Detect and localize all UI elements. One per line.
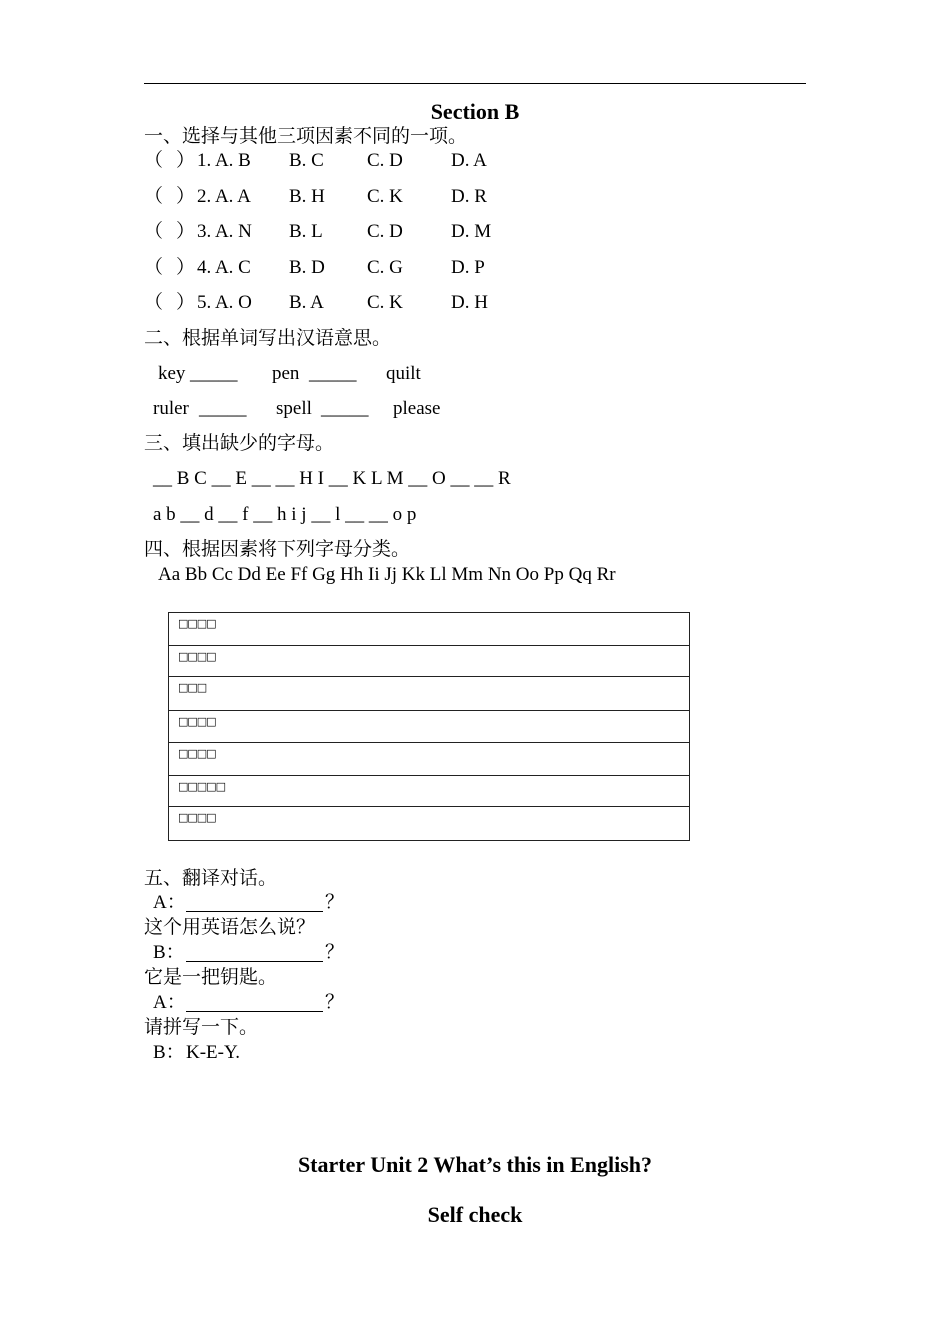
option-a: 4. A. C [197, 257, 251, 278]
dialogue-line-b2 [0, 1042, 950, 1064]
table-row: □□□ [169, 677, 689, 711]
option-b: B. A [289, 292, 324, 313]
option-a: 1. A. B [197, 150, 251, 171]
question-row-1 [0, 150, 950, 172]
answer-bracket-open: （ [144, 292, 164, 313]
answer-blank: _____ [190, 363, 238, 384]
answer-bracket-open: （ [144, 221, 164, 242]
chinese-prompt: 这个用英语怎么说？ [144, 917, 316, 938]
answer-bracket-open: （ [144, 150, 164, 171]
table-row: □□□□ [169, 743, 689, 776]
word-quilt: quilt [386, 363, 421, 384]
table-row: □□□□ [169, 613, 689, 646]
part5-heading: 五、翻译对话。 [144, 868, 278, 889]
option-a: 2. A. A [197, 186, 251, 207]
word-key: key [158, 363, 186, 384]
answer-blank: _____ [199, 398, 247, 419]
question-row-2 [0, 186, 950, 208]
self-check-title: Self check [427, 1202, 523, 1227]
word-pen: pen [272, 363, 300, 384]
header-rule [144, 83, 806, 84]
option-c: C. K [367, 186, 403, 207]
answer-bracket-open: （ [144, 186, 164, 207]
question-mark: ？ [325, 942, 345, 963]
table-row: □□□□ [178, 811, 216, 825]
speaker-label: B： [153, 1042, 185, 1063]
answer-bracket-close: ） [176, 257, 196, 278]
uppercase-letter-line: __ B C __ E __ __ H I __ K L M __ O __ __ R [153, 468, 511, 489]
option-b: B. H [289, 186, 325, 207]
option-d: D. P [451, 257, 485, 278]
answer-blank: _____ [309, 363, 357, 384]
option-c: C. G [367, 257, 403, 278]
dialogue-line-a2 [0, 992, 950, 1014]
word-row-2 [0, 398, 950, 420]
question-row-5 [0, 292, 950, 314]
part4-heading: 四、根据因素将下列字母分类。 [144, 539, 411, 560]
answer-bracket-close: ） [176, 150, 196, 171]
word-ruler: ruler [153, 398, 189, 419]
alphabet-letters: Aa Bb Cc Dd Ee Ff Gg Hh Ii Jj Kk Ll Mm Nn Oo Pp Qq Rr [158, 564, 616, 585]
option-d: D. M [451, 221, 492, 242]
question-row-4 [0, 257, 950, 279]
chinese-prompt: 请拼写一下。 [144, 1017, 259, 1038]
answer-bracket-close: ） [176, 186, 196, 207]
question-mark: ？ [325, 892, 345, 913]
speaker-label: B： [153, 942, 185, 963]
chinese-prompt: 它是一把钥匙。 [144, 967, 278, 988]
option-a: 3. A. N [197, 221, 252, 242]
option-b: B. L [289, 221, 323, 242]
speaker-label: A： [153, 992, 186, 1013]
dialogue-line-a1 [0, 892, 950, 914]
unit-title: Starter Unit 2 What’s this in English? [297, 1152, 653, 1177]
answer-underline [186, 942, 323, 962]
lowercase-letter-line: a b __ d __ f __ h i j __ l __ __ o p [153, 504, 417, 525]
word-spell: spell [276, 398, 312, 419]
word-row-1 [0, 363, 950, 385]
section-title: Section B [430, 99, 520, 124]
answer-blank: _____ [321, 398, 369, 419]
table-row: □□□□ [169, 646, 689, 678]
part2-heading: 二、根据单词写出汉语意思。 [144, 328, 392, 349]
spelled-answer: K-E-Y. [186, 1042, 241, 1063]
dialogue-line-b1 [0, 942, 950, 964]
answer-underline [186, 992, 323, 1012]
option-d: D. R [451, 186, 487, 207]
part3-heading: 三、填出缺少的字母。 [144, 433, 335, 454]
word-please: please [393, 398, 441, 419]
table-row: □□□□□ [169, 776, 689, 808]
answer-bracket-open: （ [144, 257, 164, 278]
classification-table [168, 612, 690, 841]
table-row: □□□□ [169, 711, 689, 743]
speaker-label: A： [153, 892, 186, 913]
option-b: B. D [289, 257, 325, 278]
option-a: 5. A. O [197, 292, 252, 313]
option-d: D. H [451, 292, 488, 313]
question-row-3 [0, 221, 950, 243]
option-c: C. D [367, 150, 403, 171]
answer-bracket-close: ） [176, 221, 196, 242]
question-mark: ？ [325, 992, 345, 1013]
option-d: D. A [451, 150, 487, 171]
part1-heading: 一、选择与其他三项因素不同的一项。 [144, 126, 468, 147]
option-b: B. C [289, 150, 324, 171]
answer-bracket-close: ） [176, 292, 196, 313]
answer-underline [186, 892, 323, 912]
option-c: C. D [367, 221, 403, 242]
option-c: C. K [367, 292, 403, 313]
